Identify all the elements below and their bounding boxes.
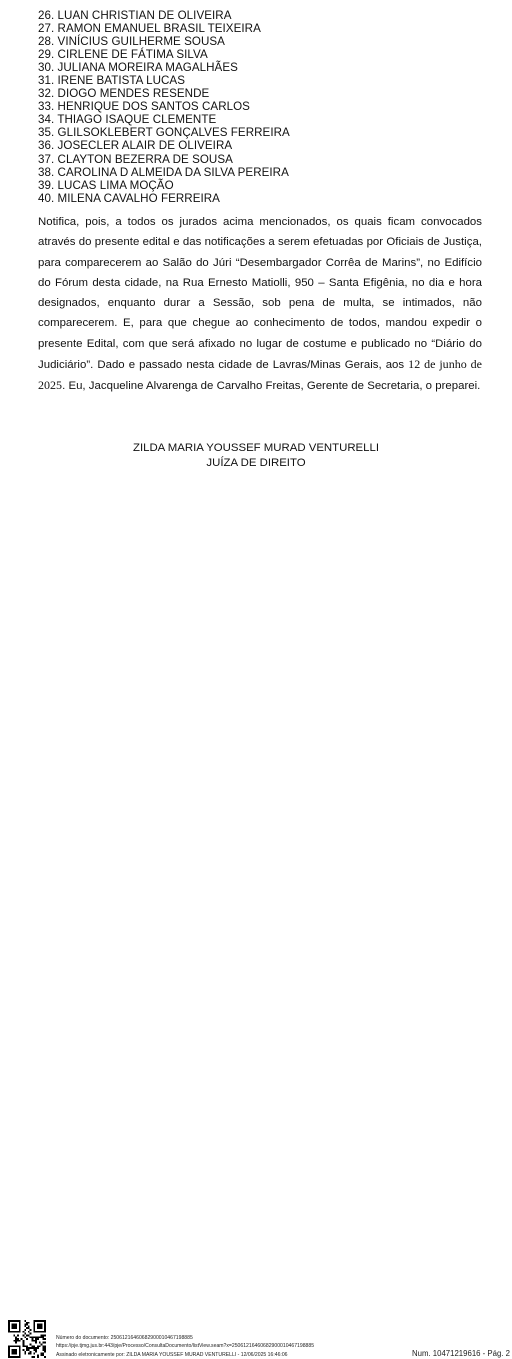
juror-list bbox=[38, 9, 290, 205]
issue-date: 12 de junho de 2025 bbox=[38, 357, 482, 393]
notification-text: Notifica, pois, a todos os jurados acima mencionados, os quais ficam convocados através do presente edital e das notificações a serem efetuadas por Oficiais de Justiça, para comparecerem ao Salão do Júri “Desembargador Corrêa de Marins”, no Edifício do Fórum desta cidade, na Rua Ernesto Matiolli, 950 – Santa Efigênia, no dia e hora designados, enquanto durar a Sessão, sob pena de multa, se intimados, não comparecerem. E, para que chegue ao conhecimento de todos, mandou expedir o presente Edital, com que será afixado no lugar de costume e publicado no “Diário do Judiciário”. Dado e passado nesta cidade de Lavras/Minas Gerais, aos bbox=[38, 216, 482, 372]
document-footer bbox=[0, 660, 512, 1358]
juror-item: 38. CAROLINA D ALMEIDA DA SILVA PEREIRA bbox=[38, 165, 289, 179]
signatory-name: ZILDA MARIA YOUSSEF MURAD VENTURELLI bbox=[132, 442, 379, 454]
juror-item: 34. THIAGO ISAQUE CLEMENTE bbox=[38, 113, 217, 127]
juror-item: 26. LUAN CHRISTIAN DE OLIVEIRA bbox=[38, 9, 232, 22]
document-number: Número do documento: 25061216460682900010467198885 bbox=[56, 1335, 193, 1341]
qr-code-icon bbox=[8, 1320, 46, 1358]
juror-item: 31. IRENE BATISTA LUCAS bbox=[38, 74, 185, 88]
signatory-role: JUÍZA DE DIREITO bbox=[206, 457, 306, 469]
juror-item: 32. DIOGO MENDES RESENDE bbox=[38, 87, 210, 101]
juror-item: 36. JOSECLER ALAIR DE OLIVEIRA bbox=[38, 139, 233, 153]
juror-item: 37. CLAYTON BEZERRA DE SOUSA bbox=[38, 152, 233, 166]
juror-item: 27. RAMON EMANUEL BRASIL TEIXEIRA bbox=[38, 22, 261, 36]
juror-item: 30. JULIANA MOREIRA MAGALHÃES bbox=[38, 61, 238, 75]
juror-item: 28. VINÍCIUS GUILHERME SOUSA bbox=[38, 35, 225, 49]
juror-item: 39. LUCAS LIMA MOÇÃO bbox=[38, 178, 174, 192]
signature-block bbox=[0, 441, 512, 471]
juror-item: 40. MILENA CAVALHO FERREIRA bbox=[38, 191, 220, 205]
footer-metadata bbox=[56, 1334, 314, 1359]
signed-by: Assinado eletronicamente por: ZILDA MARIA YOUSSEF MURAD VENTURELLI - 12/06/2025 16:46:06 bbox=[56, 1351, 288, 1358]
page-number: Num. 10471219616 - Pág. 2 bbox=[412, 1349, 510, 1358]
juror-item: 29. CIRLENE DE FÁTIMA SILVA bbox=[38, 48, 208, 62]
juror-item: 35. GLILSOKLEBERT GONÇALVES FERREIRA bbox=[38, 126, 290, 140]
notification-closing: . Eu, Jacqueline Alvarenga de Carvalho Freitas, Gerente de Secretaria, o preparei. bbox=[62, 380, 481, 393]
notification-paragraph bbox=[38, 212, 482, 397]
document-url[interactable]: https://pje.tjmg.jus.br:443/pje/Processo/ConsultaDocumento/listView.seam?x=25061216460682900010467198885 bbox=[56, 1343, 315, 1350]
juror-item: 33. HENRIQUE DOS SANTOS CARLOS bbox=[38, 100, 250, 114]
